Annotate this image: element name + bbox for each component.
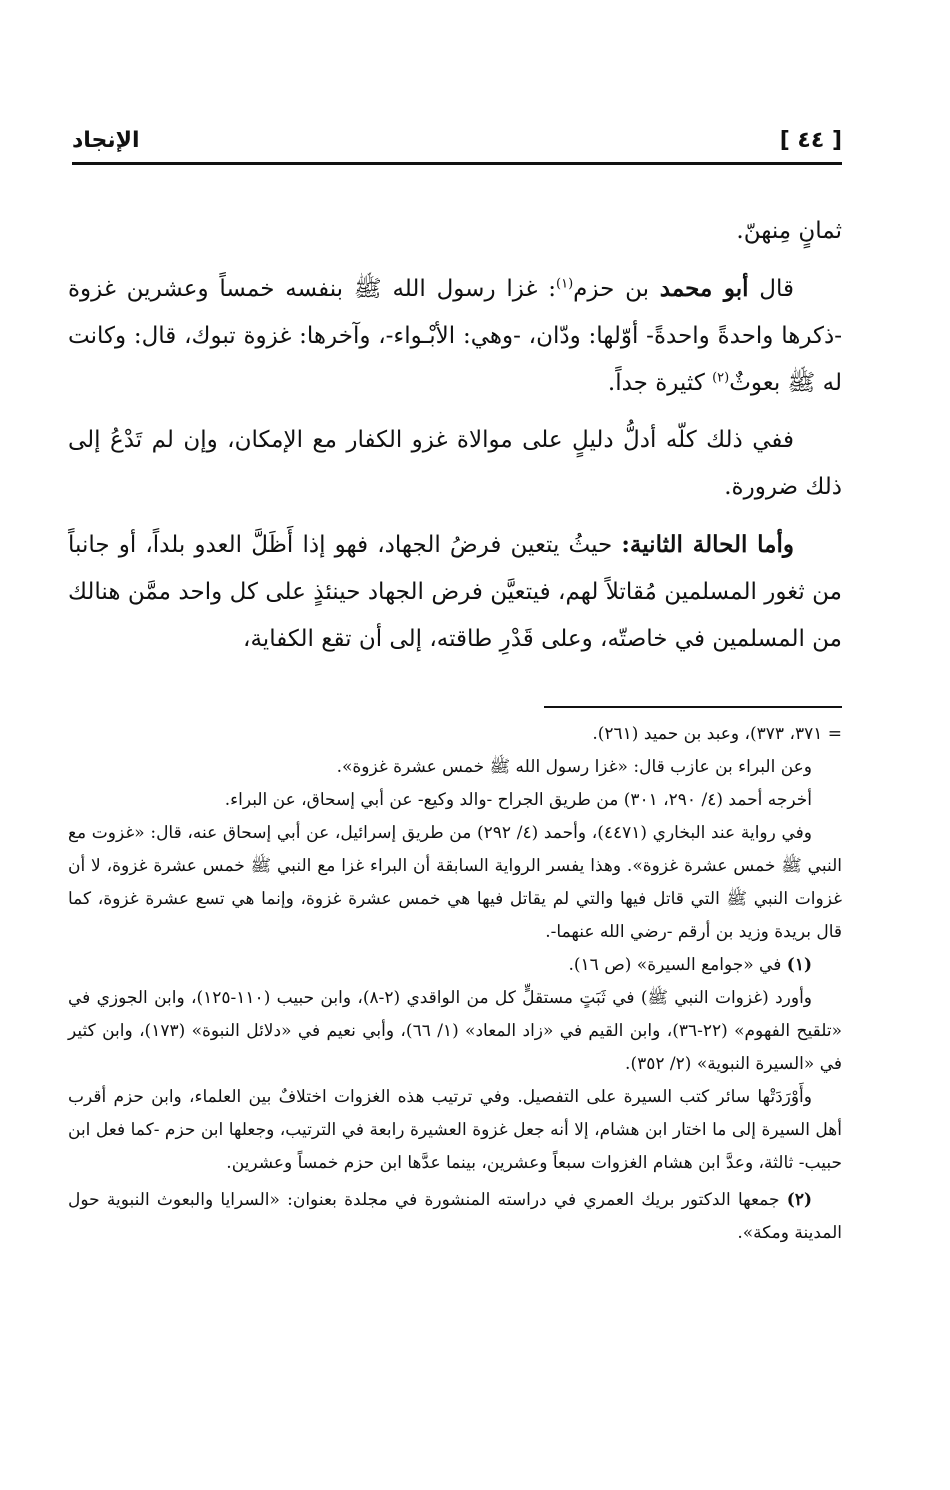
footnotes xyxy=(68,718,842,1250)
page-header xyxy=(72,118,842,165)
footnote-bara-quote: وعن البراء بن عازب قال: «غزا رسول الله ﷺ خمس عشرة غزوة». xyxy=(336,757,812,777)
main-text xyxy=(68,208,842,673)
footnote-2 xyxy=(68,1184,842,1250)
p2-text-a: بن حزم xyxy=(573,276,660,302)
section-lead: وأما الحالة الثانية: xyxy=(621,531,794,558)
footnote-1 xyxy=(68,949,842,982)
footnote-1-text: في «جوامع السيرة» (ص ١٦). xyxy=(568,955,787,975)
footnote-2-number: (٢) xyxy=(786,1190,812,1210)
paragraph-1: ثمانٍ مِنهنّ. xyxy=(736,218,842,244)
footnote-2-text: جمعها الدكتور بريك العمري في دراسته المنشورة في مجلدة بعنوان: «السرايا والبعوث النبوية حول المدينة ومكة». xyxy=(68,1190,842,1243)
paragraph-4 xyxy=(68,521,842,663)
footnote-ref-1[interactable]: (١) xyxy=(556,276,574,292)
p2-text-b: : غزا رسول الله ﷺ بنفسه خمساً وعشرين غزوة -ذكرها واحدةً واحدةً- أوّلها: ودّان، -وهي: الأبْـواء-، وآخرها: غزوة تبوك، قال: وكانت له ﷺ بعوثٌ xyxy=(68,276,842,396)
p2-text-c: كثيرة جداً. xyxy=(607,370,713,396)
author-name: أبو محمد xyxy=(659,275,749,302)
footnote-continuation: = ٣٧١، ٣٧٣)، وعبد بن حميد (٢٦١). xyxy=(592,724,842,744)
footnote-ahmad: أخرجه أحمد (٤/ ٢٩٠، ٣٠١) من طريق الجراح -والد وكيع- عن أبي إسحاق، عن البراء. xyxy=(224,790,812,810)
paragraph-3: ففي ذلك كلّه أدلُّ دليلٍ على موالاة غزو الكفار مع الإمكان، وإن لم تَدْعُ إلى ذلك ضرورة. xyxy=(68,427,842,500)
footnote-awrada: وأورد (غزوات النبي ﷺ) في ثَبَتٍ مستقلٍّ كل من الواقدي (٢-٨)، وابن حبيب (١١٠-١٢٥)، وابن الجوزي في «تلقيح الفهوم» (٢٢-٣٦)، وابن القيم في «زاد المعاد» (١/ ٦٦)، وأبي نعيم في «دلائل النبوة» (١٧٣)، وابن كثير في «السيرة النبوية» (٢/ ٣٥٢). xyxy=(68,988,842,1074)
footnote-separator xyxy=(544,706,842,708)
footnote-1-number: (١) xyxy=(786,955,812,975)
paragraph-2 xyxy=(68,265,842,407)
footnote-bukhari: وفي رواية عند البخاري (٤٤٧١)، وأحمد (٤/ ٢٩٢) من طريق إسرائيل، عن أبي إسحاق عنه، قال: «غزوت مع النبي ﷺ خمس عشرة غزوة». وهذا يفسر الرواية السابقة أن البراء غزا مع النبي ﷺ خمس عشرة غزوة، لا أن غزوات النبي ﷺ التي قاتل فيها والتي لم يقاتل فيها هي خمس عشرة غزوة، وإنما هي تسع عشرة غزوة، كما قال بريدة وزيد بن أرقم -رضي الله عنهما-. xyxy=(68,823,842,942)
p2-lead: قال xyxy=(748,276,795,302)
running-title: الإنجاد xyxy=(72,127,140,153)
p4-text: حيثُ يتعين فرضُ الجهاد، فهو إذا أَظَلَّ العدو بلداً، أو جانباً من ثغور المسلمين مُقاتلاً لهم، فيتعيَّن فرض الجهاد حينئذٍ على كل واحد ممَّن هنالك من المسلمين في خاصتّه، وعلى قَدْرِ طاقته، إلى أن تقع الكفاية، xyxy=(68,532,842,652)
page-number: [ ٤٤ ] xyxy=(779,127,842,153)
footnote-awradatha: وأَوْرَدَتْها سائر كتب السيرة على التفصيل. وفي ترتيب هذه الغزوات اختلافٌ بين العلماء، وابن حزم أقرب أهل السيرة إلى ما اختار ابن هشام، إلا أنه جعل غزوة العشيرة رابعة في الترتيب، وجعلها ابن حزم -كما فعل ابن حبيب- ثالثة، وعدَّ ابن هشام الغزوات سبعاً وعشرين، بينما عدَّها ابن حزم خمساً وعشرين. xyxy=(68,1087,842,1173)
footnote-ref-2[interactable]: (٢) xyxy=(712,370,730,386)
